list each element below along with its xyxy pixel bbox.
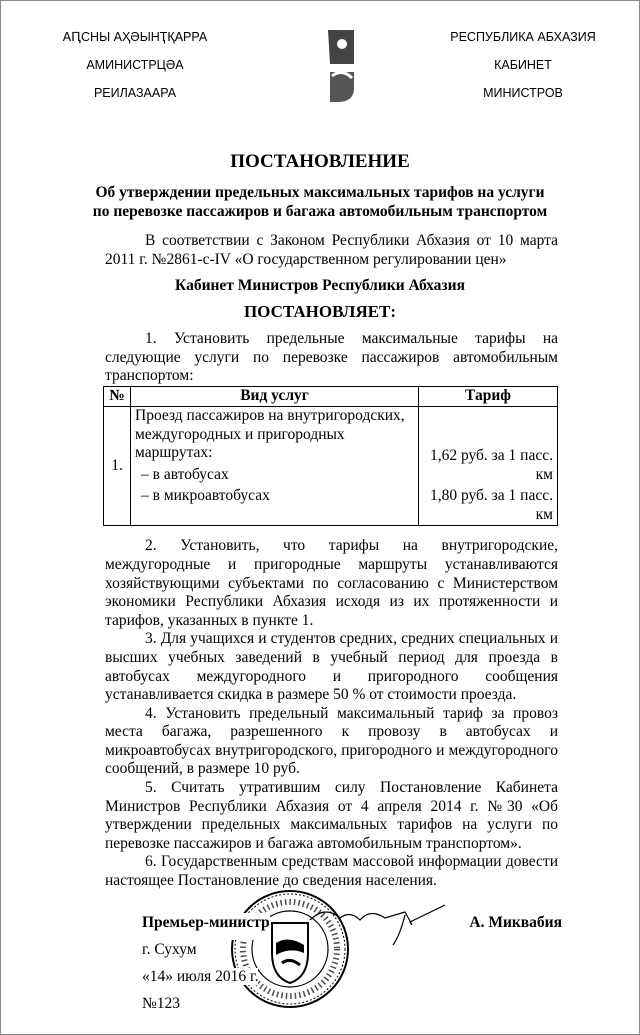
paragraphs (105, 537, 558, 890)
header-right-line: РЕСПУБЛИКА АБХАЗИЯ (450, 30, 596, 44)
document-number: №123 (142, 994, 181, 1012)
table-row (104, 406, 558, 525)
tariff-value: 1,80 руб. за 1 пасс. км (429, 487, 553, 523)
preamble (105, 232, 558, 269)
city-line (142, 940, 562, 967)
row-tariff (419, 406, 558, 525)
header-service: Вид услуг (131, 386, 419, 406)
paragraph-4: 4. Установить предельный максимальный тариф за провоз места багажа, разрешенного к провозу в автобусах и микроавтобусах внутригородского, пригородного и междугородного сообщений, в размере 10 руб. (105, 704, 558, 778)
preamble-text: В соответствии с Законом Республики Абхазия от 10 марта 2011 г. №2861-с-IV «О государственном регулировании цен» (105, 232, 558, 268)
paragraph-2: 2. Установить, что тарифы на внутригородские, междугородные и пригородные маршруты устанавливаются хозяйствующими субъектами по согласованию с Министерством экономики Республики Абхазия исходя из их протяженности и тарифов, указанных в пункте 1. (105, 537, 558, 629)
issuer: Кабинет Министров Республики Абхазия (175, 277, 465, 295)
header-left-line: РЕИЛАЗААРА (93, 86, 177, 100)
header-tariff: Тариф (419, 386, 558, 406)
header-right-line: КАБИНЕТ (494, 58, 552, 72)
header-left-line: АԤСНЫ АҲӘЫНҬҚАРРА (62, 30, 208, 44)
header-right-line: МИНИСТРОВ (483, 86, 563, 100)
date-line (142, 967, 562, 994)
tariff-value: 1,62 руб. за 1 пасс. км (429, 446, 553, 483)
number-line (142, 994, 562, 1021)
signature-block (142, 913, 562, 1021)
subject-line: по перевозке пассажиров и багажа автомобильным транспортом (92, 203, 548, 220)
tariff-table (103, 386, 558, 526)
document-title: ПОСТАНОВЛЕНИЕ (230, 151, 410, 172)
table-header-row (104, 386, 558, 406)
paragraph-1 (105, 330, 558, 386)
header-left-line: АМИНИСТРЦӘА (86, 58, 184, 72)
service-line: междугородных и пригородных маршрутах: (135, 425, 345, 462)
paragraph-5: 5. Считать утратившим силу Постановление Кабинета Министров Республики Абхазия от 4 апреля 2014 г. №30 «Об утверждении предельных максимальных тарифов на услуги по перевозке пассажиров и багажа автомобильным транспортом». (105, 779, 558, 852)
row-service (131, 406, 419, 525)
subject-line: Об утверждении предельных максимальных тарифов на услуги (95, 184, 545, 201)
document-subject (0, 183, 640, 221)
signatory-name: А. Миквабия (469, 913, 562, 931)
paragraph-6: 6. Государственным средствам массовой информации довести настоящее Постановление до сведения населения. (105, 853, 558, 890)
signature-row (142, 913, 562, 940)
paragraph-1-text: 1. Установить предельные максимальные тарифы на следующие услуги по перевозке пассажиров автомобильным транспортом: (105, 330, 558, 385)
resolves-heading: ПОСТАНОВЛЯЕТ: (243, 302, 397, 322)
paragraph-3: 3. Для учащихся и студентов средних, средних специальных и высших учебных заведений в учебный период для проезда в автобусах междугородного и пригородного сообщения устанавливается скидка в размере 50 % от стоимости проезда. (105, 630, 558, 704)
service-item: – в микроавтобусах (141, 487, 270, 505)
row-number: 1. (104, 406, 131, 525)
service-line: Проезд пассажиров на внутригородских, (135, 406, 405, 424)
signatory-position: Премьер-министр (142, 913, 270, 940)
header-number: № (104, 386, 131, 406)
city: г. Сухум (142, 940, 197, 958)
date: «14» июля 2016 г. (142, 967, 259, 985)
service-item: – в автобусах (141, 465, 229, 483)
